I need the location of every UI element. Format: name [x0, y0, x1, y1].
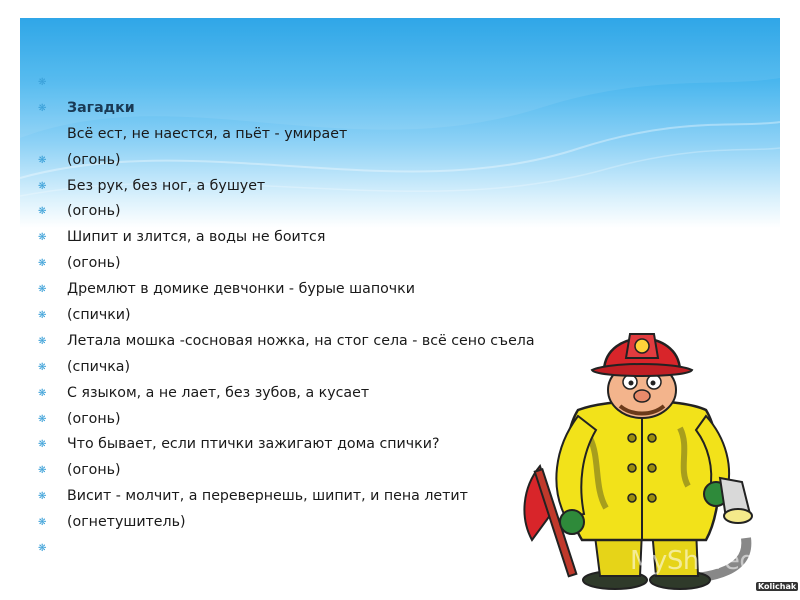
bullet-icon: ❋	[38, 413, 47, 425]
riddle-text: (огонь)	[67, 151, 121, 168]
bullet-icon: ❋	[38, 206, 47, 218]
riddle-line	[38, 174, 535, 200]
bullet-icon: ❋	[38, 77, 47, 88]
riddle-text: (огонь)	[67, 255, 121, 272]
riddle-line	[38, 329, 535, 355]
watermark: MyShared	[630, 546, 756, 576]
riddle-text: Загадки	[67, 99, 135, 116]
riddle-line	[38, 381, 535, 407]
bullet-icon: ❋	[38, 491, 47, 503]
riddle-line	[38, 199, 535, 225]
riddle-line	[38, 148, 535, 174]
illustration-credit: Kolichak	[758, 582, 797, 591]
bullet-icon: ❋	[38, 284, 47, 296]
riddle-text: Без рук, без ног, а бушует	[67, 177, 266, 194]
riddle-line	[38, 484, 535, 510]
riddle-line	[38, 432, 535, 458]
riddle-line	[38, 303, 535, 329]
riddle-text: (огнетушитель)	[67, 514, 186, 531]
riddle-text: Что бывает, если птички зажигают дома спички?	[67, 436, 440, 453]
riddle-list	[38, 70, 535, 562]
bullet-icon: ❋	[38, 102, 47, 114]
riddle-text: Висит - молчит, а перевернешь, шипит, и пена летит	[67, 488, 468, 505]
bullet-icon: ❋	[38, 517, 47, 529]
bullet-icon: ❋	[38, 439, 47, 451]
riddle-line	[38, 96, 535, 122]
riddle-line	[38, 458, 535, 484]
riddle-line	[38, 277, 535, 303]
riddle-text: С языком, а не лает, без зубов, а кусает	[67, 384, 370, 401]
bullet-icon: ❋	[38, 232, 47, 244]
riddle-text: Шипит и злится, а воды не боится	[67, 229, 326, 246]
bullet-icon: ❋	[38, 154, 47, 166]
riddle-text: (огонь)	[67, 410, 121, 427]
riddle-line	[38, 70, 535, 96]
riddle-line	[38, 122, 535, 148]
riddle-text: Всё ест, не наестся, а пьёт - умирает	[67, 125, 348, 142]
riddle-text: (спичка)	[67, 358, 131, 375]
riddle-text: (спички)	[67, 307, 131, 324]
riddle-line	[38, 510, 535, 536]
bullet-icon: ❋	[38, 465, 47, 477]
riddle-line	[38, 355, 535, 381]
riddle-text: Дремлют в домике девчонки - бурые шапочки	[67, 281, 415, 298]
bullet-icon: ❋	[38, 258, 47, 270]
bullet-icon: ❋	[38, 361, 47, 373]
slide	[20, 18, 797, 591]
bullet-icon: ❋	[38, 335, 47, 347]
bullet-icon: ❋	[38, 387, 47, 399]
riddle-line	[38, 225, 535, 251]
riddle-line	[38, 251, 535, 277]
riddle-line	[38, 407, 535, 433]
riddle-text: Летала мошка -сосновая ножка, на стог села - всё сено съела	[67, 332, 535, 349]
bullet-icon: ❋	[38, 180, 47, 192]
bullet-icon: ❋	[38, 310, 47, 322]
bullet-icon: ❋	[38, 543, 47, 555]
riddle-text: (огонь)	[67, 203, 121, 220]
riddle-text: (огонь)	[67, 462, 121, 479]
riddle-line	[38, 536, 535, 562]
